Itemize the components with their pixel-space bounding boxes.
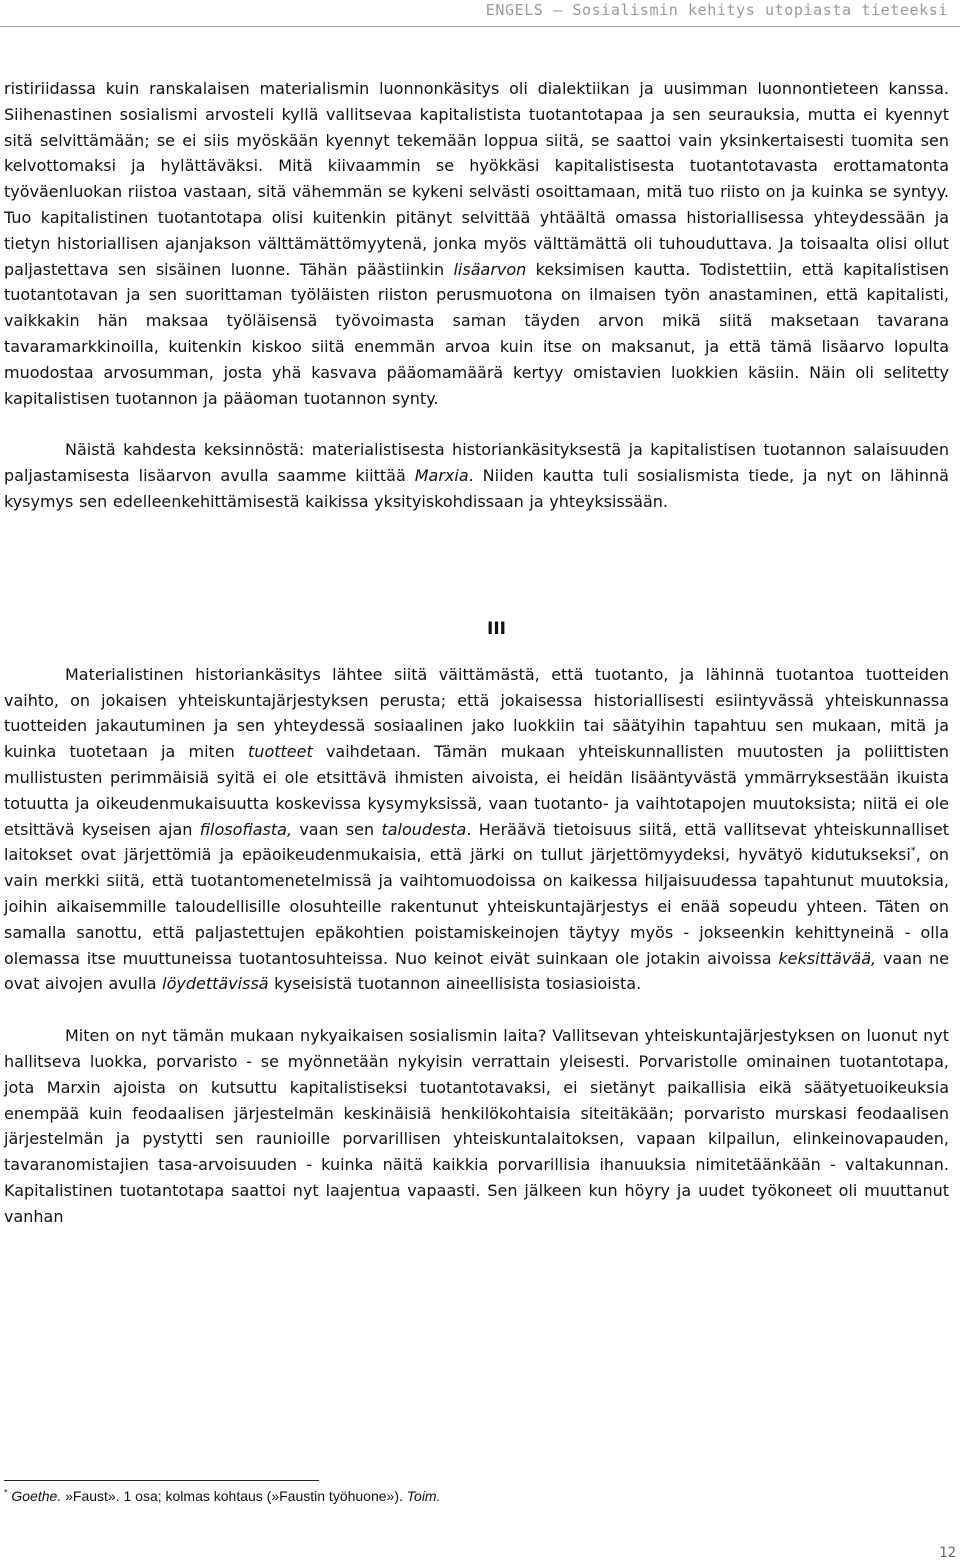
paragraph-3-part-2: vaihdetaan. Tämän mukaan yhteiskunnallisten muutosten ja poliittisten mullistusten perimmäisiä syitä ei ole etsittävä ihmisten aivoista, ei heidän lisääntyvästä ymmärryksestään ikuista totuutta ja oikeudenmukaisuutta koskevissa kysymyksissä, vaan tuotanto- ja vaihtotapojen muutoksista; niitä ei ole etsittävä kyseisen ajan <box>4 742 949 839</box>
footnote-divider <box>4 1480 319 1481</box>
page-number: 12 <box>939 1545 956 1561</box>
emphasis-tuotteet: tuotteet <box>248 742 313 762</box>
emphasis-taloudesta: taloudesta <box>381 819 467 839</box>
paragraph-2 <box>4 437 949 514</box>
paragraph-2-text: Näistä kahdesta keksinnöstä: materialistisesta historiankäsityksestä ja kapitalistisen tuotannon salaisuuden paljastamisesta lisäarvon avulla saamme kiittää <box>4 440 949 486</box>
emphasis-loydettavissa: löydettävissä <box>162 974 269 994</box>
paragraph-3 <box>4 662 949 997</box>
paragraph-1-text: ristiriidassa kuin ranskalaisen materialismin luonnonkäsitys oli dialektiikan ja uusimman luonnontieteen kanssa. Siihenastinen sosialismi arvosteli kyllä vallitsevaa kapitalistista tuotantotapaa ja sen seurauksia, mutta ei kyennyt sitä selvittämään; se ei siis myöskään kyennyt tekemään loppua siitä, se saattoi vain yksinkertaisesti tuomita sen kelvottomaksi ja hylättäväksi. Mitä kiivaammin se hyökkäsi kapitalistisesta tuotantotavasta erottamatonta työväenluokan riistoa vastaan, sitä vähemmän se kykeni selvästi osoittamaan, mitä tuo riisto on ja kuinka se syntyy. Tuo kapitalistinen tuotantotapa olisi kuitenkin pitänyt selvittää yhtäältä omassa historiallisessa yhteydessään ja tietyn historiallisen ajanjakson välttämättömyytenä, jonka myös välttämättä oli tuhouduttava. Ja toisaalta olisi ollut paljastettava sen sisäinen luonne. Tähän päästiinkin <box>4 79 949 279</box>
paragraph-1 <box>4 76 949 411</box>
footnote-source: Goethe. <box>11 1488 62 1504</box>
footnote <box>4 1486 440 1506</box>
paragraph-4 <box>4 1023 949 1229</box>
footnote-editor-note: Toim. <box>406 1488 441 1504</box>
running-header <box>486 0 948 20</box>
emphasis-marxia: Marxia <box>414 466 469 486</box>
paragraph-3-part-6: vaan ne ovat aivojen avulla <box>4 948 950 994</box>
paragraph-3-text: Materialistinen historiankäsitys lähtee siitä väittämästä, että tuotanto, ja lähinnä tuotantoa tuotteiden vaihto, on jokaisen yhteiskuntajärjestyksen perusta; että jokaisessa historiallisesti esiintyvässä yhteiskunnassa tuotteiden jakautuminen ja sen yhteydessä sosiaalinen jako luokkiin tai säätyihin tapahtuu sen mukaan, mitä ja kuinka tuotetaan ja miten <box>4 664 949 762</box>
footnote-mark: * <box>4 1487 8 1498</box>
running-title: ENGELS – Sosialismin kehitys utopiasta tieteeksi <box>485 1 948 19</box>
paragraph-2-tail: . Niiden kautta tuli sosialismista tiede, ja nyt on lähinnä kysymys sen edelleenkehittämisestä kaikissa yksityiskohdissaan ja yhteyksissään. <box>4 466 949 511</box>
paragraph-4-text: Miten on nyt tämän mukaan nykyaikaisen sosialismin laita? Vallitsevan yhteiskuntajärjestyksen on luonut nyt hallitseva luokka, porvaristo - se myönnetään nykyisin verrattain yleisesti. Porvaristolle ominainen tuotantotapa, jota Marxin ajoista on kutsuttu kapitalistiseksi tuotantotavaksi, ei sietänyt paikallisia eikä säätyetuoikeuksia enempää kuin feodaalisen järjestelmän keskinäisiä henkilökohtaisia siteitäkään; porvaristo murskasi feodaalisen järjestelmän ja pystytti sen raunioille porvarillisen yhteiskuntalaitoksen, vapaan kilpailun, elinkeinovapauden, tavaranomistajien tasa-arvoisuuden - kuinka näitä kaikkia porvarillisia ihanuuksia nimitetäänkään - valtakunnan. Kapitalistinen tuotantotapa saattoi nyt laajentua vapaasti. Sen jälkeen kun höyry ja uudet työkoneet oli muuttanut vanhan <box>4 1026 949 1226</box>
paragraph-gap <box>4 411 949 437</box>
emphasis-keksittavaa: keksittävää, <box>778 948 877 968</box>
header-divider <box>0 26 960 27</box>
body-text <box>4 76 949 1229</box>
paragraph-3-part-5: , on vain merkki siitä, että tuotantomenetelmissä ja vaihtomuodoissa on kaikessa hiljaisuudessa tapahtunut muutoksia, joihin aikaisemmille taloudellisille olosuhteille rakentunut yhteiskuntajärjestys ei enää sopeudu yhteen. Täten on samalla sanottu, että paljastettujen epäkohtien poistamiskeinojen täytyy myös - jokseenkin kehittyneinä - olla olemassa itse muuttuneissa tuotantosuhteissa. Nuo keinot eivät suinkaan ole jotakin aivoissa <box>4 845 950 968</box>
paragraph-gap <box>4 997 949 1023</box>
paragraph-3-part-4: . Heräävä tietoisuus siitä, että vallitsevat yhteiskunnalliset laitokset ovat järjettömiä ja epäoikeudenmukaisia, että järki on tullut järjettömyydeksi, hyvätyö kidutukseksi <box>4 819 949 865</box>
heading-gap <box>4 642 949 662</box>
paragraph-3-part-3: vaan sen <box>292 819 382 839</box>
footnote-reference[interactable]: * <box>910 846 916 857</box>
emphasis-lisaarvon: lisäarvon <box>453 259 527 279</box>
footnote-text: »Faust». 1 osa; kolmas kohtaus (»Faustin työhuone»). <box>61 1488 407 1504</box>
emphasis-filosofiasta: filosofiasta, <box>199 819 293 839</box>
paragraph-3-tail: kyseisistä tuotannon aineellisista tosiasioista. <box>268 974 642 994</box>
paragraph-1-tail: keksimisen kautta. Todistettiin, että kapitalistisen tuotantotavan ja sen suorittaman työläisten riiston perusmuotona on ilmaisen työn anastaminen, että kapitalisti, vaikkakin hän maksaa työläisensä työvoimasta saman täyden arvon mikä siitä maksetaan tavarana tavaramarkkinoilla, kuitenkin kiskoo siitä enemmän arvoa kuin itse on maksanut, ja että tämä lisäarvo lopulta muodostaa arvosumman, josta yhä kasvava pääomamäärä kertyy omistavien luokkien käsiin. Näin oli selitetty kapitalistisen tuotannon ja pääoman tuotannon synty. <box>4 259 950 408</box>
section-heading: III <box>487 618 506 639</box>
